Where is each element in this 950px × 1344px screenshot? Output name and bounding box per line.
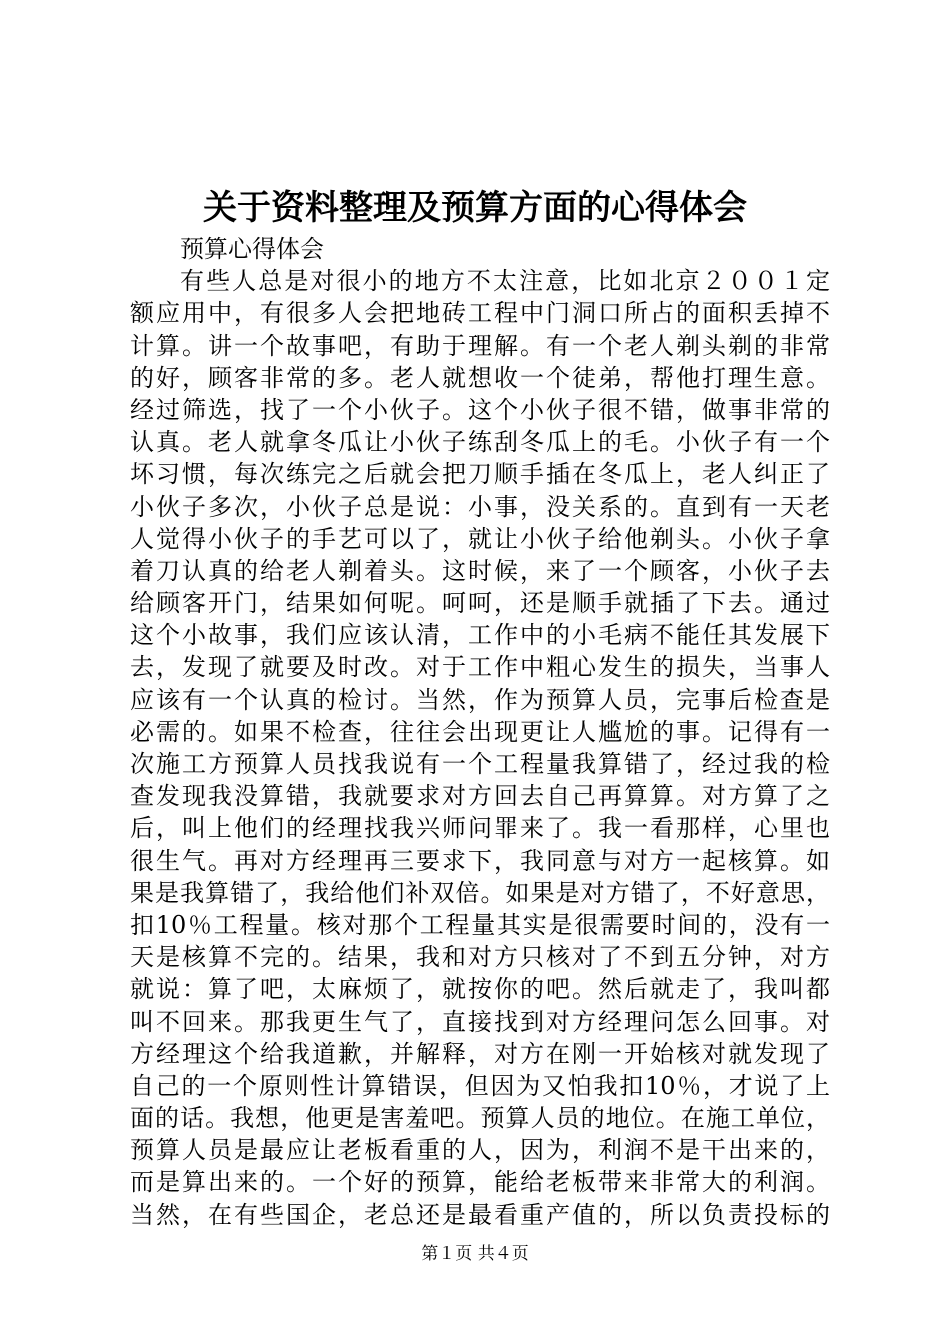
paragraph-line: 次施工方预算人员找我说有一个工程量我算错了，经过我的检 bbox=[130, 750, 830, 778]
paragraph-line: 经过筛选，找了一个小伙子。这个小伙子很不错，做事非常的 bbox=[130, 395, 830, 424]
paragraph-line: 扣10％工程量。核对那个工程量其实是很需要时间的，没有一 bbox=[130, 910, 830, 939]
paragraph-line: 小伙子多次，小伙子总是说：小事，没关系的。直到有一天老 bbox=[130, 492, 830, 521]
paragraph-line: 人觉得小伙子的手艺可以了，就让小伙子给他剃头。小伙子拿 bbox=[130, 524, 830, 553]
paragraph-line: 果是我算错了，我给他们补双倍。如果是对方错了，不好意思， bbox=[130, 878, 830, 907]
paragraph-line: 去，发现了就要及时改。对于工作中粗心发生的损失，当事人 bbox=[130, 653, 830, 682]
subheading: 预算心得体会 bbox=[180, 235, 324, 263]
paragraph-line: 当然，在有些国企，老总还是最看重产值的，所以负责投标的 bbox=[130, 1200, 830, 1229]
paragraph-line: 方经理这个给我道歉，并解释，对方在刚一开始核对就发现了 bbox=[130, 1039, 830, 1068]
paragraph-line: 应该有一个认真的检讨。当然，作为预算人员，完事后检查是 bbox=[130, 685, 830, 714]
paragraph-line: 给顾客开门，结果如何呢。呵呵，还是顺手就插了下去。通过 bbox=[130, 589, 830, 618]
paragraph-line: 的好，顾客非常的多。老人就想收一个徒弟，帮他打理生意。 bbox=[130, 363, 830, 392]
paragraph-line: 天是核算不完的。结果，我和对方只核对了不到五分钟，对方 bbox=[130, 943, 830, 972]
paragraph-line: 而是算出来的。一个好的预算，能给老板带来非常大的利润。 bbox=[130, 1168, 830, 1197]
paragraph-line: 认真。老人就拿冬瓜让小伙子练刮冬瓜上的毛。小伙子有一个 bbox=[130, 428, 830, 457]
paragraph-line: 计算。讲一个故事吧，有助于理解。有一个老人剃头剃的非常 bbox=[130, 331, 830, 360]
document-title: 关于资料整理及预算方面的心得体会 bbox=[203, 188, 747, 228]
paragraph-line: 有些人总是对很小的地方不太注意，比如北京２００１定 bbox=[180, 267, 830, 296]
paragraph-line: 着刀认真的给老人剃着头。这时候，来了一个顾客，小伙子去 bbox=[130, 556, 830, 585]
paragraph-line: 坏习惯，每次练完之后就会把刀顺手插在冬瓜上，老人纠正了 bbox=[130, 460, 830, 489]
paragraph-line: 自己的一个原则性计算错误，但因为又怕我扣10％，才说了上 bbox=[130, 1071, 830, 1100]
paragraph-line: 就说：算了吧，太麻烦了，就按你的吧。然后就走了，我叫都 bbox=[130, 975, 830, 1004]
paragraph-line: 叫不回来。那我更生气了，直接找到对方经理问怎么回事。对 bbox=[130, 1007, 830, 1036]
paragraph-line: 额应用中，有很多人会把地砖工程中门洞口所占的面积丢掉不 bbox=[130, 299, 830, 328]
paragraph-line: 后，叫上他们的经理找我兴师问罪来了。我一看那样，心里也 bbox=[130, 814, 830, 843]
paragraph-line: 很生气。再对方经理再三要求下，我同意与对方一起核算。如 bbox=[130, 846, 830, 875]
paragraph-line: 这个小故事，我们应该认清，工作中的小毛病不能任其发展下 bbox=[130, 621, 830, 650]
page-footer: 第１页 共４页 bbox=[421, 1244, 529, 1264]
paragraph-line: 面的话。我想，他更是害羞吧。预算人员的地位。在施工单位， bbox=[130, 1104, 830, 1133]
paragraph-line: 必需的。如果不检查，往往会出现更让人尴尬的事。记得有一 bbox=[130, 717, 830, 746]
document-body bbox=[130, 233, 830, 1231]
paragraph-line: 查发现我没算错，我就要求对方回去自己再算算。对方算了之 bbox=[130, 782, 830, 811]
paragraph-line: 预算人员是最应让老板看重的人，因为，利润不是干出来的， bbox=[130, 1136, 830, 1165]
